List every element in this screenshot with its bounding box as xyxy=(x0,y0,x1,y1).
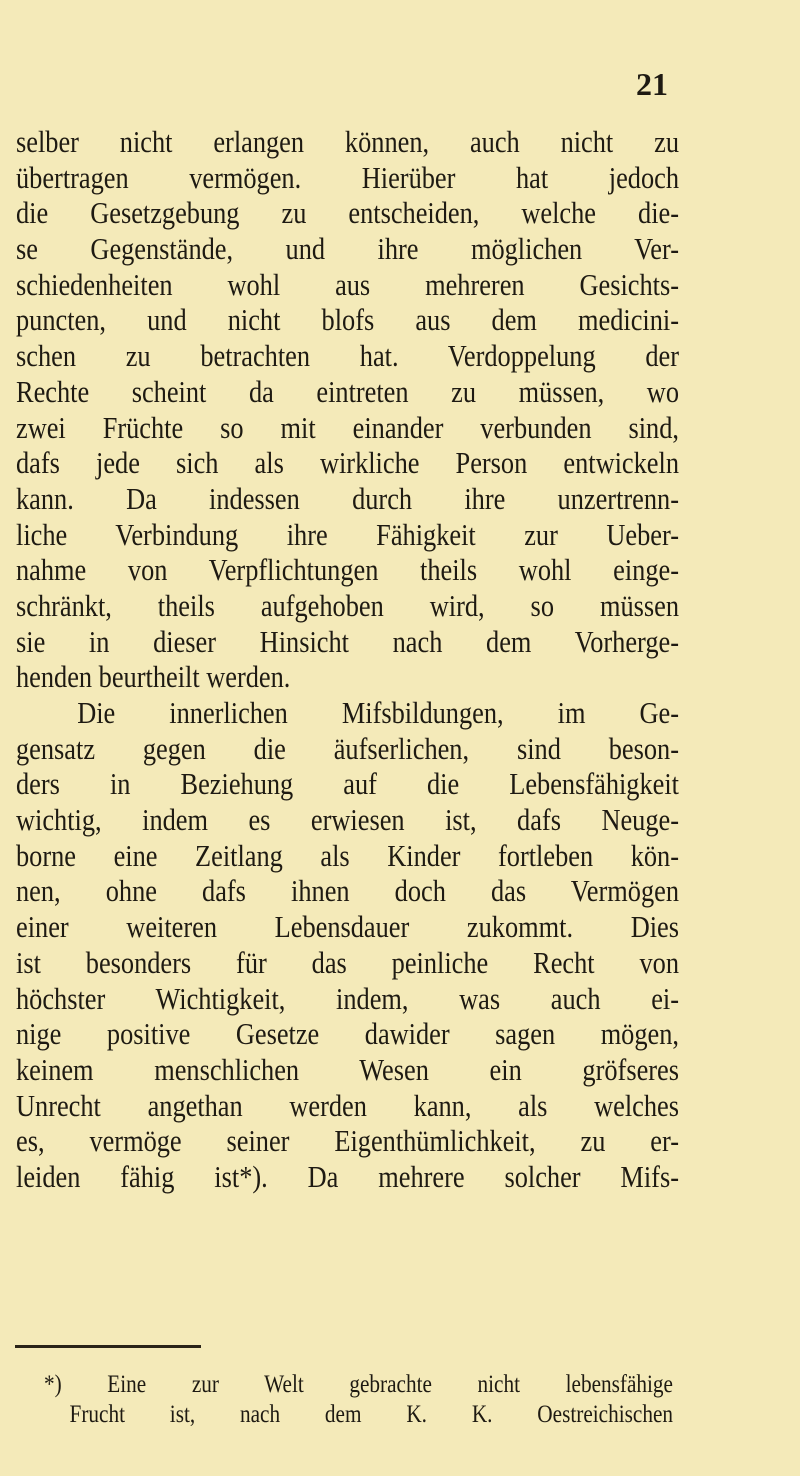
text-line: Unrecht angethan werden kann, als welches xyxy=(16,1087,679,1123)
footnote-divider xyxy=(15,1345,201,1348)
text-line: keinem menschlichen Wesen ein gröfseres xyxy=(16,1051,679,1087)
text-line: nen, ohne dafs ihnen doch das Vermögen xyxy=(16,873,679,909)
text-line: leiden fähig ist*). Da mehrere solcher Mifs- xyxy=(16,1158,679,1194)
text-line: nahme von Verpflichtungen theils wohl einge- xyxy=(16,552,679,588)
body-text xyxy=(16,124,679,1195)
paragraph-start-line: Die innerlichen Mifsbildungen, im Ge- xyxy=(77,695,679,730)
text-line: sie in dieser Hinsicht nach dem Vorherge- xyxy=(16,623,679,659)
text-line: liche Verbindung ihre Fähigkeit zur Ueber- xyxy=(16,516,679,552)
text-line: henden beurtheilt werden. xyxy=(16,659,291,695)
text-line: selber nicht erlangen können, auch nicht zu xyxy=(16,124,679,159)
text-line: einer weiteren Lebensdauer zukommt. Dies xyxy=(16,909,679,945)
text-line: zwei Früchte so mit einander verbunden sind, xyxy=(16,409,679,445)
text-line: Rechte scheint da eintreten zu müssen, wo xyxy=(16,373,679,409)
text-line: dafs jede sich als wirkliche Person entwickeln xyxy=(16,445,679,481)
text-line: schiedenheiten wohl aus mehreren Gesichts- xyxy=(16,266,679,302)
text-line: wichtig, indem es erwiesen ist, dafs Neuge- xyxy=(16,802,679,838)
text-line: se Gegenstände, und ihre möglichen Ver- xyxy=(16,231,679,267)
text-line: es, vermöge seiner Eigenthümlichkeit, zu er- xyxy=(16,1123,679,1159)
page-number: 21 xyxy=(636,66,668,102)
text-line: die Gesetzgebung zu entscheiden, welche die- xyxy=(16,195,679,231)
text-line: ders in Beziehung auf die Lebensfähigkeit xyxy=(16,766,679,802)
text-line: nige positive Gesetze dawider sagen mögen, xyxy=(16,1016,679,1052)
text-line: schen zu betrachten hat. Verdoppelung der xyxy=(16,338,679,374)
text-line: borne eine Zeitlang als Kinder fortleben kön- xyxy=(16,837,679,873)
text-line: gensatz gegen die äufserlichen, sind beson- xyxy=(16,730,679,766)
footnote-line: *) Eine zur Welt gebrachte nicht lebensfähige xyxy=(44,1371,673,1398)
text-line: puncten, und nicht blofs aus dem medicini- xyxy=(16,302,679,338)
text-line: übertragen vermögen. Hierüber hat jedoch xyxy=(16,159,679,195)
footnote xyxy=(44,1370,673,1430)
footnote-line: Frucht ist, nach dem K. K. Oestreichischen xyxy=(69,1401,673,1428)
text-line: ist besonders für das peinliche Recht von xyxy=(16,944,679,980)
text-line: höchster Wichtigkeit, indem, was auch ei- xyxy=(16,980,679,1016)
text-line: schränkt, theils aufgehoben wird, so müssen xyxy=(16,587,679,623)
text-line: kann. Da indessen durch ihre unzertrenn- xyxy=(16,480,679,516)
